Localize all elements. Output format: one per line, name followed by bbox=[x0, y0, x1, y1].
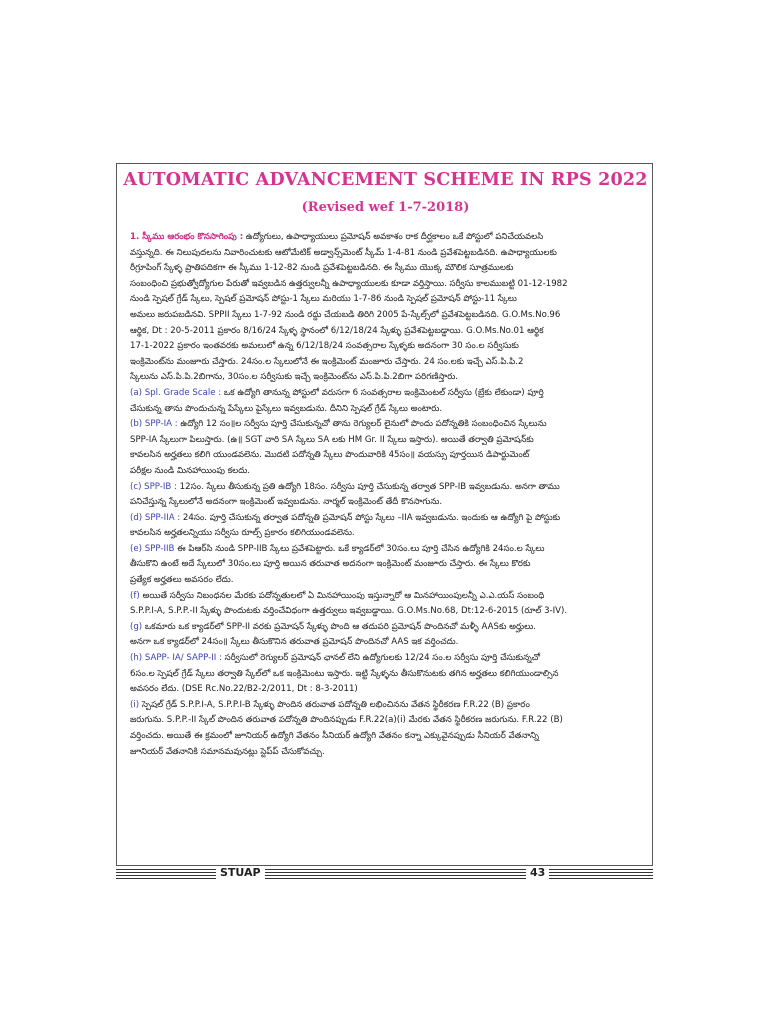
footer-rule bbox=[116, 869, 653, 870]
line-text: అయితే సర్వీసు నిబంధనల మేరకు పదోన్నతులలో ఏ మినహాయింపు ఇస్తున్నారో ఆ మినహాయింపులన్నీ ఎ.ఎ.యస్ సంబంధి bbox=[139, 590, 545, 601]
footer-publisher: STUAP bbox=[216, 866, 265, 879]
paragraph bbox=[130, 698, 641, 760]
text-line bbox=[130, 433, 641, 449]
document-subtitle: (Revised wef 1-7-2018) bbox=[301, 200, 470, 215]
paragraph-heading: (i) bbox=[130, 699, 140, 710]
text-line bbox=[130, 667, 641, 683]
line-text: స్కేలును ఎస్.పి.పి.2బిగాను, 30సం.ల సర్వీసుకు ఇచ్చే ఇంక్రిమెంట్‌ను ఎస్.పి.పి.2బిగా పరిగణిస్తారు. bbox=[130, 372, 459, 383]
line-text: 6సం.ల స్పెషల్ గ్రేడ్ స్కేలు తర్వాతి స్కేల్‌లో ఒక ఇంక్రిమెంటు ఇస్తారు. ఇట్టి స్కేళ్ళను తీసుకొనుటకు తగిన అర్హతలు కలిగియుండాల్సిన bbox=[130, 668, 559, 679]
line-text: SPP-IA స్కేలుగా పిలుస్తారు. (ఉ॥ SGT వారి SA స్కేలు SA లకు HM Gr. II స్కేలు ఇస్తారు). అయితే తర్వాతి ప్రమోషన్‌కు bbox=[130, 434, 534, 445]
paragraph bbox=[130, 230, 641, 386]
line-text: కావలసిన అర్హతలు కలిగి యుండవలెను. మొదటి పదోన్నతి స్కేలు పొందువారికి 45సం॥ వయస్సు పూర్తయిన డిపార్టుమెంట్ bbox=[130, 450, 530, 461]
text-line bbox=[130, 480, 641, 496]
line-text: సర్వీసులో రెగ్యులర్ ప్రమోషన్ ఛానల్ లేని ఉద్యోగులకు 12/24 సం.ల సర్వీసు పూర్తి చేసుకున్నచో bbox=[221, 653, 540, 664]
line-text: ఒక ఉద్యోగి తానున్న పోస్టులో వరుసగా 6 సంవత్సరాల ఇంక్రిమెంటల్ సర్వీసు (బ్రేకు లేకుండా) పూర్తి bbox=[221, 387, 544, 398]
text-line bbox=[130, 573, 641, 589]
text-line bbox=[130, 277, 641, 293]
paragraph-heading: (d) SPP-IIA : bbox=[130, 512, 181, 523]
paragraph-heading: (f) bbox=[130, 590, 140, 601]
text-line bbox=[130, 495, 641, 511]
line-text: అనగా ఒక క్యాడర్‌లో 24సం॥ స్కేలు తీసుకొనిన తరువాత ప్రమోషన్ పొందినచో AAS ఇక వర్తించదు. bbox=[130, 637, 459, 648]
line-text: అమలు జరుపబడినవి. SPPII స్కేలు 1-7-92 నుండి రద్దు చేయబడి తిరిగి 2005 పే-స్కేల్స్‌లో ప్రవేశపెట్టబడినది. G.O.Ms.No.96 bbox=[130, 309, 561, 320]
text-line bbox=[130, 246, 641, 262]
text-line bbox=[130, 542, 641, 558]
line-text: పనిచేస్తున్న స్కేలులోనే అదనంగా ఇంక్రిమెంట్ ఇవ్వబడును. నార్మల్ ఇంక్రిమెంట్ తేదీ కొనసాగును. bbox=[130, 497, 443, 508]
text-line bbox=[130, 713, 641, 729]
line-text: ఒకమారు ఒక క్యాడర్‌లో SPP-II వరకు ప్రమోషన్ స్కేళ్ళు పొంది ఆ తదుపరి ప్రమోషన్ పొందినచో మళ్ళీ AASకు అర్హులు. bbox=[142, 621, 536, 632]
text-line bbox=[130, 448, 641, 464]
footer-rule bbox=[116, 875, 653, 876]
document-title: AUTOMATIC ADVANCEMENT SCHEME IN RPS 2022 bbox=[123, 170, 648, 190]
paragraph bbox=[130, 589, 641, 620]
paragraph bbox=[130, 417, 641, 479]
text-line bbox=[130, 604, 641, 620]
page-footer bbox=[116, 866, 653, 886]
text-line bbox=[130, 370, 641, 386]
text-line bbox=[130, 261, 641, 277]
line-text: సంబంధించి ప్రభుత్వోద్యోగుల పేరుతో ఇవ్వబడిన ఉత్తర్వులన్నీ ఉపాధ్యాయులకు కూడా వర్తిస్తాయి. సర్వీసు కాలముబట్టి 01-12-1982 bbox=[130, 278, 568, 289]
line-text: కావలసిన అర్హతలన్నియు సర్వీసు రూల్స్ ప్రకారం కలిగియుండవలెను. bbox=[130, 528, 355, 539]
line-text: రీగ్రూపింగ్ స్కేళ్ళ ప్రాతిపదికగా ఈ స్కీము 1-12-82 నుండి ప్రవేశపెట్టబడినది. ఈ స్కీము యొక్క మౌలిక సూత్రములకు bbox=[130, 263, 514, 274]
text-line bbox=[130, 308, 641, 324]
paragraph-heading: (c) SPP-IB : bbox=[130, 481, 177, 492]
text-line bbox=[130, 635, 641, 651]
line-text: ఉద్యోగి 12 సం॥ల సర్వీసు పూర్తి చేసుకున్నచో తాను రెగ్యులర్ లైనులో పొందు పదోన్నతికి సంబంధించిన స్కేలును bbox=[177, 419, 547, 430]
text-line bbox=[130, 511, 641, 527]
line-text: స్పెషల్ గ్రేడ్ S.P.P.I-A, S.P.P.I-B స్కేళ్ళు పొందిన తరువాత పదోన్నతి లభించినను వేతన స్థిరీకరణ F.R.22 (B) ప్రకారం bbox=[139, 699, 530, 710]
paragraph bbox=[130, 480, 641, 511]
document-body bbox=[130, 230, 641, 760]
text-line bbox=[130, 526, 641, 542]
line-text: 12సం. స్కేలు తీసుకున్న ప్రతి ఉద్యోగి 18సం. సర్వీసు పూర్తి చేసుకున్న తర్వాత SPP-IB ఇవ్వబడును. అనగా తాము bbox=[176, 481, 560, 492]
line-text: ఇంక్రిమెంట్‌ను మంజూరు చేస్తారు. 24సం.ల స్కేలులోనే ఈ ఇంక్రిమెంట్ మంజూరు చేస్తారు. 24 సం.లకు ఇచ్చే ఎస్.పి.పి.2 bbox=[130, 356, 524, 367]
footer-page-number: 43 bbox=[526, 866, 549, 879]
text-line bbox=[130, 745, 641, 761]
paragraph bbox=[130, 620, 641, 651]
text-line bbox=[130, 324, 641, 340]
paragraph bbox=[130, 542, 641, 589]
line-text: తీసుకొని ఉంటే అదే స్కేలులో 30సం.లు పూర్తి అయిన తరువాత అదనంగా ఇంక్రిమెంట్ మంజూరు చేస్తారు. ఈ స్కేలు కొరకు bbox=[130, 559, 531, 570]
line-text: 24సం. పూర్తి చేసుకున్న తర్వాత పదోన్నతి ప్రమోషన్ పోస్టు స్కేలు –IIA ఇవ్వబడును. ఇందుకు ఆ ఉద్యోగి పై పోస్టుకు bbox=[180, 512, 561, 523]
line-text: ఆర్థిక, Dt : 20-5-2011 ప్రకారం 8/16/24 స్కేళ్ళ స్థానంలో 6/12/18/24 స్కేళ్ళు ప్రవేశపెట్టబడ్డాయి. G.O.Ms.No.01 ఆర్థిక bbox=[130, 325, 544, 336]
paragraph bbox=[130, 386, 641, 417]
page-frame bbox=[116, 163, 653, 866]
line-text: జరుగును. S.P.P.-II స్కేల్ పొందిన తరువాత పదోన్నతి పొందినప్పుడు F.R.22(a)(i) మేరకు వేతన స్థిరీకరణ జరుగును. F.R.22 (B) bbox=[130, 715, 563, 726]
text-line bbox=[130, 620, 641, 636]
footer-rule bbox=[116, 878, 653, 879]
footer-rule bbox=[116, 872, 653, 873]
line-text: 17-1-2022 ప్రకారం ఇంతవరకు అమలులో ఉన్న 6/12/18/24 సంవత్సరాల స్కేళ్ళకు అదనంగా 30 సం.ల సర్వీసుకు bbox=[130, 341, 519, 352]
line-text: వర్తించదు. అయితే ఈ క్రమంలో జూనియర్ ఉద్యోగి వేతనం సీనియర్ ఉద్యోగి వేతనం కన్నా ఎక్కువైనప్పుడు సీనియర్ వేతనాన్ని bbox=[130, 731, 539, 741]
line-text: నుండి స్పెషల్ గ్రేడ్ స్కేలు, స్పెషల్ ప్రమోషన్ పోస్టు-1 స్కేలు మరియు 1-7-86 నుండి స్పెషల్ ప్రమోషన్ పోస్టు-11 స్కేలు bbox=[130, 294, 517, 305]
text-line bbox=[130, 386, 641, 402]
paragraph-heading: (h) SAPP- IA/ SAPP-II : bbox=[130, 653, 222, 664]
line-text: ఈ పిఆర్‌సి నుండి SPP-IIB స్కేలు ప్రవేశపెట్టారు. ఒకే క్యాడర్‌లో 30సం.లు పూర్తి చేసిన ఉద్యోగికి 24సం.ల స్కేలు bbox=[174, 543, 545, 554]
line-text: జూనియర్ వేతనానికి సమానమవునట్లు స్టెప్‌ప్ చేసుకోవచ్చు. bbox=[130, 746, 325, 757]
line-text: పరీక్షల నుండి మినహాయింపు కలదు. bbox=[130, 465, 251, 476]
text-line bbox=[130, 417, 641, 433]
paragraph-heading: (b) SPP-IA : bbox=[130, 419, 178, 430]
text-line bbox=[130, 557, 641, 573]
text-line bbox=[130, 589, 641, 605]
text-line bbox=[130, 698, 641, 714]
line-text: వస్తున్నది. ఈ నిలుపుదలను నివారించుటకు ఆటోమేటిక్ అడ్వాన్స్‌మెంట్ స్కీమ్ 1-4-81 నుండి ప్రవేశపెట్టబడినది. ఉపాధ్యాయులకు bbox=[130, 247, 557, 258]
line-text: S.P.P.I-A, S.P.P.-II స్కేళ్ళు పొందుటకు వర్తించేవిధంగా ఉత్తర్వులు ఇవ్వబడ్డాయి. G.O.Ms.No.68, Dt:12-6-2015 (రూల్ 3-IV). bbox=[130, 606, 568, 617]
paragraph-heading: (e) SPP-IIB bbox=[130, 543, 175, 554]
paragraph bbox=[130, 511, 641, 542]
text-line bbox=[130, 230, 641, 246]
paragraph bbox=[130, 651, 641, 698]
text-line bbox=[130, 729, 641, 745]
text-line bbox=[130, 355, 641, 371]
line-text: ఉద్యోగులు, ఉపాధ్యాయులు ప్రమోషన్ అవకాశం రాక దీర్ఘకాలం ఒకే పోస్టులో పనిచేయవలసి bbox=[243, 232, 544, 242]
text-line bbox=[130, 464, 641, 480]
text-line bbox=[130, 339, 641, 355]
text-line bbox=[130, 651, 641, 667]
paragraph-heading: 1. స్కీము ఆరంభం కొనసాగింపు : bbox=[130, 232, 244, 242]
text-line bbox=[130, 292, 641, 308]
line-text: అవసరం లేదు. (DSE Rc.No.22/B2-2/2011, Dt : 8-3-2011) bbox=[130, 684, 358, 695]
paragraph-heading: (a) Spl. Grade Scale : bbox=[130, 387, 222, 398]
line-text: ప్రత్యేక అర్హతలు అవసరం లేదు. bbox=[130, 575, 234, 586]
line-text: చేసుకున్న తాను పొందుచున్న పేస్కేలు పైస్కేలు ఇవ్వబడును. దీనిని స్పెషల్ గ్రేడ్ స్కేలు అంటారు. bbox=[130, 403, 443, 414]
text-line bbox=[130, 402, 641, 418]
paragraph-heading: (g) bbox=[130, 621, 143, 632]
text-line bbox=[130, 682, 641, 698]
